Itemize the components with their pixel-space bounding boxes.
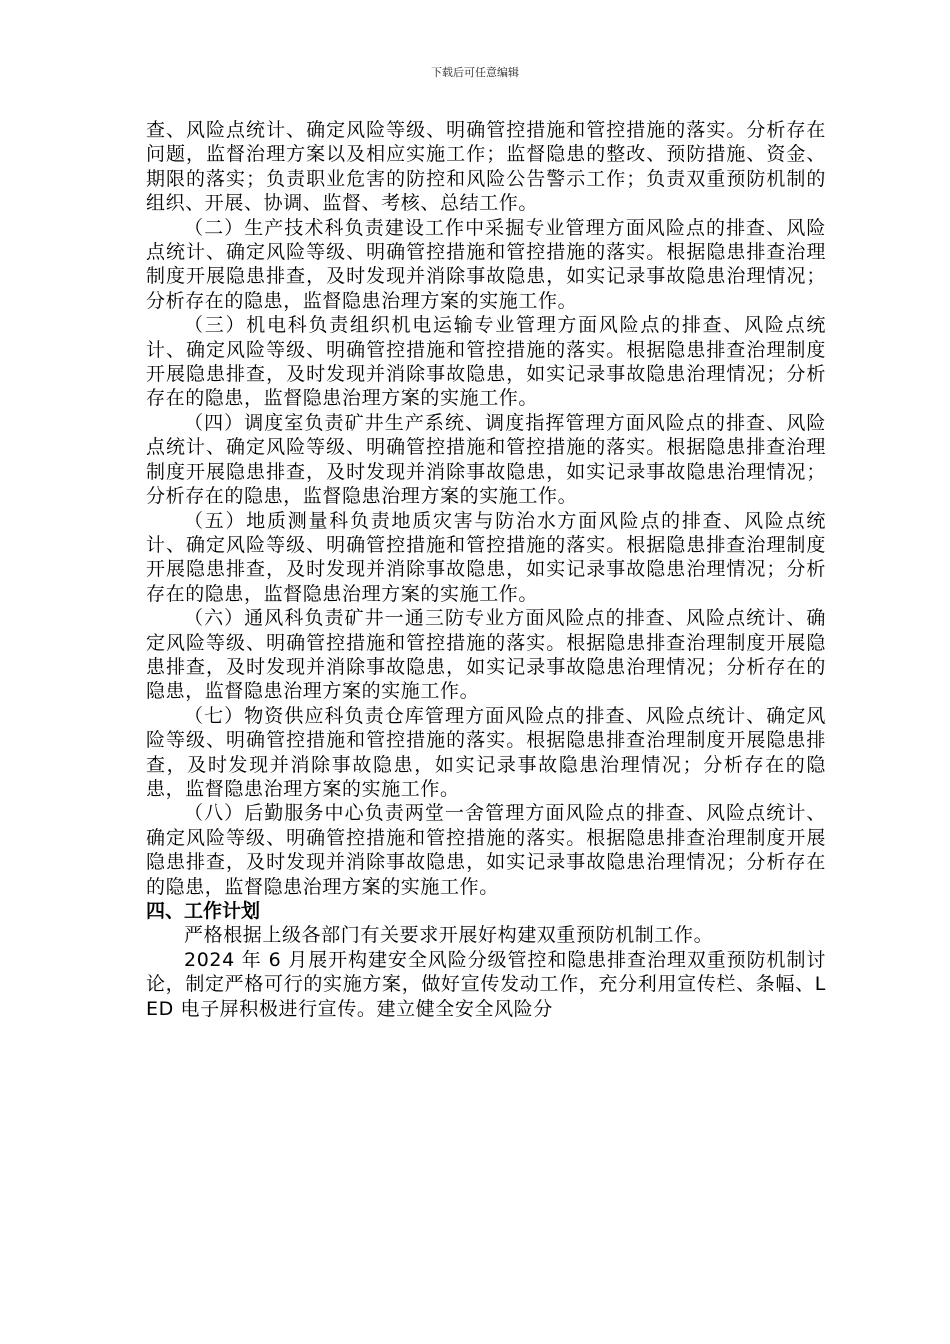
paragraph-logistics-center: （八）后勤服务中心负责两堂一舍管理方面风险点的排查、风险点统计、确定风险等级、明确管控措施和管控措施的落实。根据隐患排查治理制度开展隐患排查，及时发现并消除事故隐患，如实记录事故隐患治理情况；分析存在的隐患，监督隐患治理方案的实施工作。 bbox=[146, 802, 826, 898]
document-body bbox=[146, 118, 826, 1021]
paragraph-mechanical-electrical-dept: （三）机电科负责组织机电运输专业管理方面风险点的排查、风险点统计、确定风险等级、明确管控措施和管控措施的落实。根据隐患排查治理制度开展隐患排查，及时发现并消除事故隐患，如实记录事故隐患治理情况；分析存在的隐患，监督隐患治理方案的实施工作。 bbox=[146, 314, 826, 410]
paragraph-intro-continuation: 查、风险点统计、确定风险等级、明确管控措施和管控措施的落实。分析存在问题，监督治理方案以及相应实施工作；监督隐患的整改、预防措施、资金、期限的落实；负责职业危害的防控和风险公告警示工作；负责双重预防机制的组织、开展、协调、监督、考核、总结工作。 bbox=[146, 119, 826, 215]
page-header: 下载后可任意编辑 bbox=[431, 66, 519, 79]
paragraph-geology-survey-dept: （五）地质测量科负责地质灾害与防治水方面风险点的排查、风险点统计、确定风险等级、明确管控措施和管控措施的落实。根据隐患排查治理制度开展隐患排查，及时发现并消除事故隐患，如实记录事故隐患治理情况；分析存在的隐患，监督隐患治理方案的实施工作。 bbox=[146, 509, 826, 605]
paragraph-dispatch-room: （四）调度室负责矿井生产系统、调度指挥管理方面风险点的排查、风险点统计、确定风险等级、明确管控措施和管控措施的落实。根据隐患排查治理制度开展隐患排查，及时发现并消除事故隐患，如实记录事故隐患治理情况；分析存在的隐患，监督隐患治理方案的实施工作。 bbox=[146, 411, 826, 508]
section-heading-work-plan: 四、工作计划 bbox=[146, 900, 261, 922]
paragraph-work-plan-schedule: 2024 年 6 月展开构建安全风险分级管控和隐患排查治理双重预防机制讨论，制定严格可行的实施方案，做好宣传发动工作，充分利用宣传栏、条幅、LED 电子屏积极进行宣传。建立健全安全风险分 bbox=[146, 948, 826, 1020]
paragraph-work-plan-intro: 严格根据上级各部门有关要求开展好构建双重预防机制工作。 bbox=[184, 924, 714, 947]
paragraph-ventilation-dept: （六）通风科负责矿井一通三防专业方面风险点的排查、风险点统计、确定风险等级、明确管控措施和管控措施的落实。根据隐患排查治理制度开展隐患排查，及时发现并消除事故隐患，如实记录事故隐患治理情况；分析存在的隐患，监督隐患治理方案的实施工作。 bbox=[146, 607, 826, 703]
paragraph-production-tech-dept: （二）生产技术科负责建设工作中采掘专业管理方面风险点的排查、风险点统计、确定风险等级、明确管控措施和管控措施的落实。根据隐患排查治理制度开展隐患排查，及时发现并消除事故隐患，如实记录事故隐患治理情况；分析存在的隐患，监督隐患治理方案的实施工作。 bbox=[146, 216, 826, 312]
paragraph-material-supply-dept: （七）物资供应科负责仓库管理方面风险点的排查、风险点统计、确定风险等级、明确管控措施和管控措施的落实。根据隐患排查治理制度开展隐患排查，及时发现并消除事故隐患，如实记录事故隐患治理情况；分析存在的隐患，监督隐患治理方案的实施工作。 bbox=[146, 704, 826, 800]
